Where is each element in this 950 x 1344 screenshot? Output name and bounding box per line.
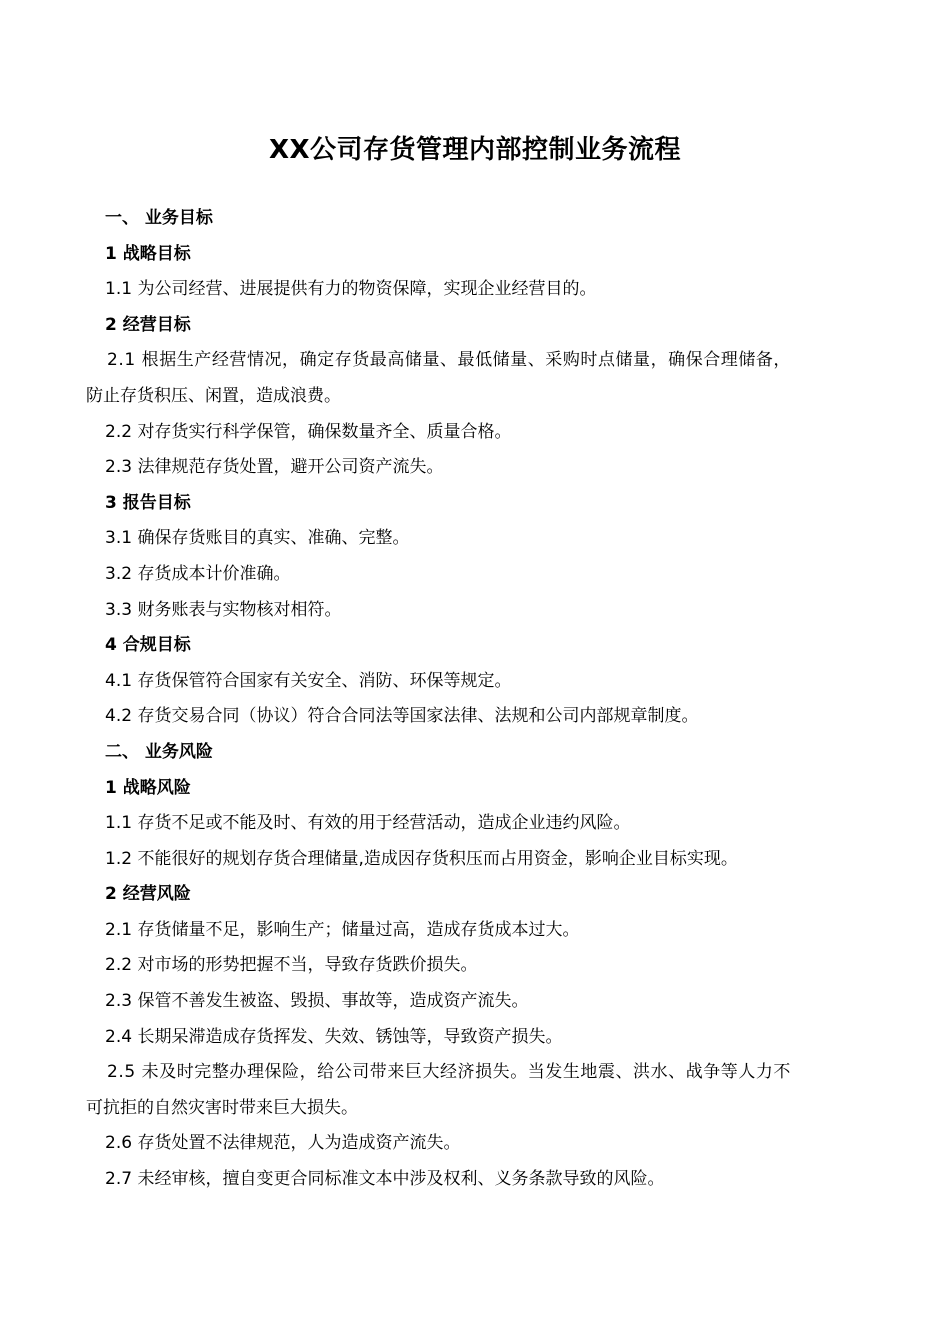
paragraph: 1.1 为公司经营、进展提供有力的物资保障，实现企业经营目的。 (105, 279, 597, 300)
paragraph: 4.2 存货交易合同（协议）符合合同法等国家法律、法规和公司内部规章制度。 (105, 706, 699, 727)
paragraph-continuation: 可抗拒的自然灾害时带来巨大损失。 (86, 1097, 358, 1118)
subsection-heading: 2 经营风险 (105, 884, 191, 905)
paragraph: 1.2 不能很好的规划存货合理储量,造成因存货积压而占用资金，影响企业目标实现。 (105, 848, 738, 869)
section-heading: 二、 业务风险 (105, 741, 213, 762)
paragraph: 2.3 法律规范存货处置，避开公司资产流失。 (105, 457, 444, 478)
paragraph: 2.5 未及时完整办理保险，给公司带来巨大经济损失。当发生地震、洪水、战争等人力不 (107, 1062, 791, 1083)
subsection-heading: 2 经营目标 (105, 314, 191, 335)
paragraph: 2.4 长期呆滞造成存货挥发、失效、锈蚀等，导致资产损失。 (105, 1026, 563, 1047)
section-heading: 一、 业务目标 (105, 208, 213, 228)
document-title: XX公司存货管理内部控制业务流程 (268, 135, 682, 165)
subsection-heading: 1 战略目标 (105, 243, 191, 264)
paragraph: 2.7 未经审核，擅自变更合同标准文本中涉及权利、义务条款导致的风险。 (105, 1169, 665, 1190)
paragraph: 1.1 存货不足或不能及时、有效的用于经营活动，造成企业违约风险。 (105, 813, 631, 834)
paragraph: 2.3 保管不善发生被盗、毁损、事故等，造成资产流失。 (105, 991, 529, 1012)
paragraph: 2.1 根据生产经营情况，确定存货最高储量、最低储量、采购时点储量，确保合理储备， (107, 350, 791, 371)
document-body (86, 201, 876, 1198)
paragraph-continuation: 防止存货积压、闲置，造成浪费。 (86, 385, 341, 406)
paragraph: 2.6 存货处置不法律规范，人为造成资产流失。 (105, 1133, 461, 1154)
paragraph: 2.1 存货储量不足，影响生产；储量过高，造成存货成本过大。 (105, 919, 580, 940)
subsection-heading: 1 战略风险 (105, 777, 191, 798)
paragraph: 4.1 存货保管符合国家有关安全、消防、环保等规定。 (105, 670, 512, 691)
paragraph: 3.1 确保存货账目的真实、准确、完整。 (105, 528, 410, 549)
subsection-heading: 3 报告目标 (105, 492, 191, 513)
paragraph: 3.2 存货成本计价准确。 (105, 563, 291, 584)
subsection-heading: 4 合规目标 (105, 635, 191, 656)
paragraph: 2.2 对存货实行科学保管，确保数量齐全、质量合格。 (105, 421, 512, 442)
paragraph: 2.2 对市场的形势把握不当，导致存货跌价损失。 (105, 955, 478, 976)
paragraph: 3.3 财务账表与实物核对相符。 (105, 599, 342, 620)
